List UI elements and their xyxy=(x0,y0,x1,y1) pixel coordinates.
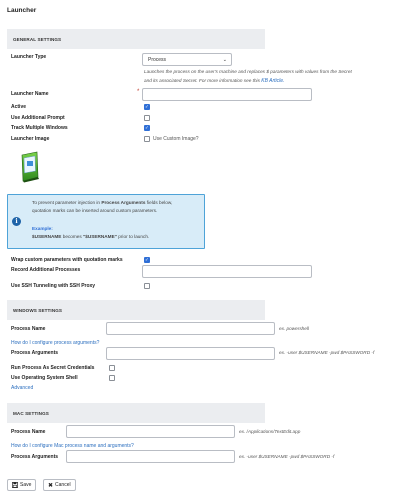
additional-prompt-label: Use Additional Prompt xyxy=(11,115,65,121)
launcher-type-value: Process xyxy=(148,56,167,63)
page-title: Launcher xyxy=(7,7,37,14)
additional-prompt-checkbox[interactable] xyxy=(144,115,150,121)
mac-process-name-label: Process Name xyxy=(11,429,46,435)
launcher-image-icon xyxy=(19,151,41,183)
info-icon: i xyxy=(12,217,21,226)
windows-settings-header: WINDOWS SETTINGS xyxy=(7,300,265,320)
custom-image-checkbox[interactable] xyxy=(144,136,150,142)
launcher-type-help: Launches the process on the user's machine and replaces $ parameters with values from the Secret xyxy=(144,69,352,74)
info-example-label: Example: xyxy=(32,226,53,231)
windows-process-args-label: Process Arguments xyxy=(11,350,59,356)
launcher-name-label: Launcher Name xyxy=(11,91,49,97)
windows-process-args-input[interactable] xyxy=(106,347,275,360)
ssh-tunneling-label: Use SSH Tunneling with SSH Proxy xyxy=(11,283,96,289)
mac-process-args-help: ex. -user $USERNAME -pwd $PASSWORD -f xyxy=(239,454,335,459)
mac-process-name-input[interactable] xyxy=(66,425,235,438)
advanced-link[interactable]: Advanced xyxy=(11,385,34,391)
info-line-1: To prevent parameter injection in Process Arguments fields below, xyxy=(32,200,173,205)
windows-process-name-help: ex. powershell xyxy=(279,326,309,331)
launcher-type-select[interactable] xyxy=(142,53,232,66)
use-os-shell-label: Use Operating System Shell xyxy=(11,375,78,381)
launcher-name-input[interactable] xyxy=(142,88,312,101)
record-processes-input[interactable] xyxy=(142,265,312,278)
mac-settings-header: MAC SETTINGS xyxy=(7,403,265,423)
required-indicator: * xyxy=(137,89,140,95)
mac-configure-link[interactable]: How do I configure Mac process name and arguments? xyxy=(11,443,134,449)
run-as-credentials-label: Run Process As Secret Credentials xyxy=(11,365,95,371)
cancel-button[interactable]: ✖ Cancel xyxy=(43,479,76,491)
launcher-type-help-2: and its associated Secret. For more information see this KB Article. xyxy=(144,78,285,84)
ssh-tunneling-checkbox[interactable] xyxy=(144,283,150,289)
mac-process-args-label: Process Arguments xyxy=(11,454,59,460)
close-icon: ✖ xyxy=(48,482,54,489)
parameter-injection-info xyxy=(7,194,205,249)
mac-process-args-input[interactable] xyxy=(66,450,235,463)
save-button[interactable]: Save xyxy=(7,479,36,491)
use-os-shell-checkbox[interactable] xyxy=(109,375,115,381)
launcher-type-label: Launcher Type xyxy=(11,54,47,60)
chevron-down-icon: ⌄ xyxy=(222,56,227,63)
windows-process-args-help: ex. -user $USERNAME -pwd $PASSWORD -f xyxy=(279,350,375,355)
track-windows-checkbox[interactable]: ✓ xyxy=(145,125,149,130)
record-processes-label: Record Additional Processes xyxy=(11,267,81,273)
general-settings-header: GENERAL SETTINGS xyxy=(7,29,265,49)
custom-image-label: Use Custom Image? xyxy=(153,136,199,142)
save-icon xyxy=(12,482,18,488)
windows-process-name-label: Process Name xyxy=(11,326,46,332)
mac-process-name-help: ex. /Applications/TextEdit.app xyxy=(239,429,301,434)
run-as-credentials-checkbox[interactable] xyxy=(109,365,115,371)
active-checkbox[interactable]: ✓ xyxy=(145,104,149,109)
active-label: Active xyxy=(11,104,27,110)
track-windows-label: Track Multiple Windows xyxy=(11,125,68,131)
windows-configure-args-link[interactable]: How do I configure process arguments? xyxy=(11,340,100,346)
wrap-params-checkbox[interactable]: ✓ xyxy=(145,257,149,262)
wrap-params-label: Wrap custom parameters with quotation marks xyxy=(11,257,123,263)
kb-article-link[interactable]: KB Article. xyxy=(261,78,285,84)
windows-process-name-input[interactable] xyxy=(106,322,275,335)
info-example-text: $USERNAME becomes "$USERNAME" prior to launch. xyxy=(32,234,150,239)
launcher-image-label: Launcher Image xyxy=(11,136,50,142)
info-line-2: quotation marks can be inserted around custom parameters. xyxy=(32,208,158,213)
